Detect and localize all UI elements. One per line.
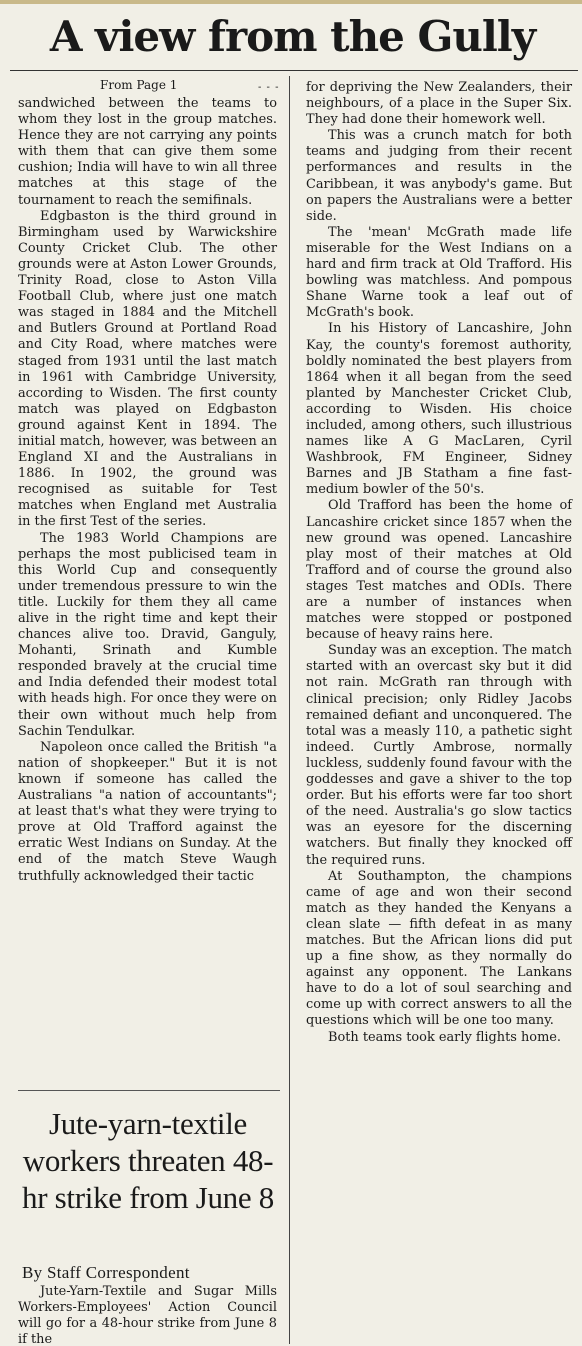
headline: A view from the Gully <box>49 12 536 61</box>
paragraph: Edgbaston is the third ground in Birmingham used by Warwickshire County Cricket Club. The other grounds were at Aston Lower Grounds, Trinity Road, close to Aston Villa Football Club, where just one match was staged in 1884 and the Mitchell and Butlers Ground at Portland Road and City Road, where matches were staged from 1931 until the last match in 1961 with Cambridge University, according to Wisden. The first county match was played on Edgbaston ground against Kent in 1894. The initial match, however, was between an England XI and the Australians in 1886. In 1902, the ground was recognised as suitable for Test matches when England met Australia in the first Test of the series. <box>18 208 277 530</box>
left-column <box>18 96 277 885</box>
headline-rule <box>10 70 578 71</box>
column-divider <box>289 76 290 1344</box>
jump-line: From Page 1 <box>100 78 178 92</box>
paragraph: At Southampton, the champions came of age and won their second match as they handed the Kenyans a clean slate — fifth defeat in as many matches. But the African lions did put up a fine show, as they normally do against any opponent. The Lankans have to do a lot of soul searching and come up with correct answers to all the questions which will be one too many. <box>306 868 572 1029</box>
paragraph: Sunday was an exception. The match started with an overcast sky but it did not rain. McGrath ran through with clinical precision; only Ridley Jacobs remained defiant and unconquered. The total was a measly 110, a pathetic sight indeed. Curtly Ambrose, normally luckless, suddenly found favour with the goddesses and gave a shiver to the top order. But his efforts were far too short of the need. Australia's go slow tactics was an eyesore for the discerning watchers. But finally they knocked off the required runs. <box>306 643 572 868</box>
story2-byline: By Staff Correspondent <box>22 1263 190 1282</box>
story2-headline: Jute-yarn-textile workers threaten 48-hr strike from June 8 <box>22 1106 274 1215</box>
right-column <box>306 80 572 1046</box>
jump-mark: - - - <box>258 82 280 93</box>
story-separator <box>18 1090 280 1091</box>
paragraph: for depriving the New Zealanders, their neighbours, of a place in the Super Six. They had done their homework well. <box>306 80 572 128</box>
paragraph: Old Trafford has been the home of Lancashire cricket since 1857 when the new ground was opened. Lancashire play most of their matches at Old Trafford and of course the ground also stages Test matches and ODIs. There are a number of instances when matches were stopped or postponed because of heavy rains here. <box>306 498 572 643</box>
paragraph: The 'mean' McGrath made life miserable for the West Indians on a hard and firm track at Old Trafford. His bowling was matchless. And pompous Shane Warne took a leaf out of McGrath's book. <box>306 224 572 321</box>
paragraph: sandwiched between the teams to whom they lost in the group matches. Hence they are not carrying any points with them that can give them some cushion; India will have to win all three matches at this stage of the tournament to reach the semifinals. <box>18 96 277 208</box>
paragraph: Napoleon once called the British "a nation of shopkeeper." But it is not known if someone has called the Australians "a nation of accountants"; at least that's what they were trying to prove at Old Trafford against the erratic West Indians on Sunday. At the end of the match Steve Waugh truthfully acknowledged their tactic <box>18 739 277 884</box>
page-top-border <box>0 0 582 4</box>
paragraph: Jute-Yarn-Textile and Sugar Mills Workers-Employees' Action Council will go for a 48-hour strike from June 8 if the <box>18 1284 277 1346</box>
paragraph: In his History of Lancashire, John Kay, the county's foremost authority, boldly nominated the best players from 1864 when it all began from the seed planted by Manchester Cricket Club, according to Wisden. His choice included, among others, such illustrious names like A G MacLaren, Cyril Washbrook, FM Engineer, Sidney Barnes and JB Statham a fine fast-medium bowler of the 50's. <box>306 321 572 498</box>
paragraph: The 1983 World Champions are perhaps the most publicised team in this World Cup and consequently under tremendous pressure to win the title. Luckily for them they all came alive in the right time and kept their chances alive too. Dravid, Ganguly, Mohanti, Srinath and Kumble responded bravely at the crucial time and India defended their modest total with heads high. For once they were on their own without much help from Sachin Tendulkar. <box>18 530 277 739</box>
story2-body <box>18 1284 277 1346</box>
paragraph: Both teams took early flights home. <box>328 1029 562 1045</box>
paragraph: This was a crunch match for both teams and judging from their recent performances and results in the Caribbean, it was anybody's game. But on papers the Australians were a better side. <box>306 128 572 224</box>
